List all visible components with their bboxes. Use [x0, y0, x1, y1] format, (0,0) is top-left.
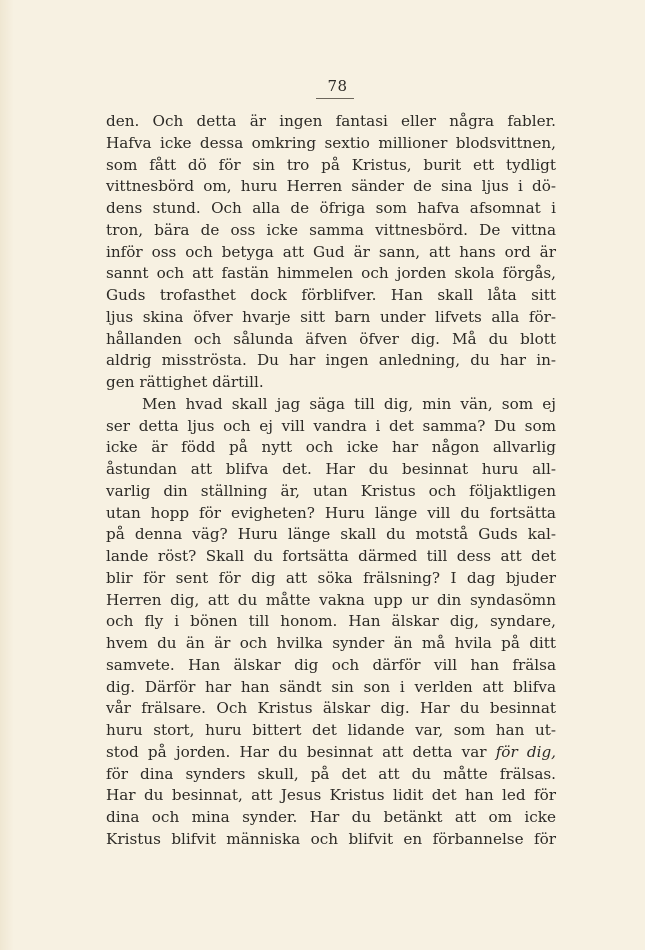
text-line: hållanden och sålunda äfven öfver dig. Må du blott — [106, 329, 556, 348]
body-text — [106, 111, 556, 851]
page-number: 78 — [327, 77, 348, 95]
text-line: Har du besinnat, att Jesus Kristus lidit det han led för — [106, 786, 556, 805]
page-number-rule — [316, 98, 354, 99]
text-line: för dina synders skull, på det att du måtte frälsas. — [106, 764, 556, 783]
text-line: på denna väg? Huru länge skall du motstå Guds kal- — [106, 525, 556, 544]
text-line: varlig din ställning är, utan Kristus och följaktligen — [106, 481, 556, 500]
text-line: Herren dig, att du måtte vakna upp ur din syndasömn — [106, 590, 556, 609]
text-line: aldrig misströsta. Du har ingen anledning, du har in- — [106, 351, 556, 370]
text-line: huru stort, huru bittert det lidande var, som han ut- — [106, 721, 556, 739]
page-number-container — [0, 76, 645, 95]
text-line: ljus skina öfver hvarje sitt barn under lifvets alla för- — [106, 307, 556, 326]
text-line: sannt och att fastän himmelen och jorden skola förgås, — [106, 264, 556, 283]
text-line: åstundan att blifva det. Har du besinnat huru all- — [106, 460, 556, 478]
text-line: samvete. Han älskar dig och därför vill han frälsa — [106, 655, 556, 674]
text-line: Kristus blifvit människa och blifvit en förbannelse för — [106, 829, 556, 848]
text-line: ser detta ljus och ej vill vandra i det samma? Du som — [106, 416, 556, 435]
text-line: dens stund. Och alla de öfriga som hafva afsomnat i — [106, 199, 556, 217]
text-line: Guds trofasthet dock förblifver. Han skall låta sitt — [106, 286, 556, 304]
text-line: Men hvad skall jag säga till dig, min vän, som ej — [142, 394, 556, 413]
text-line: blir för sent för dig att söka frälsning? I dag bjuder — [106, 568, 556, 587]
text-line: inför oss och betyga att Gud är sann, att hans ord är — [106, 242, 556, 261]
text-line: stod på jorden. Har du besinnat att detta var för dig, — [106, 742, 557, 761]
text-line: icke är född på nytt och icke har någon allvarlig — [106, 438, 556, 457]
text-line: Hafva icke dessa omkring sextio millioner blodsvittnen, — [106, 133, 556, 152]
text-line: och fly i bönen till honom. Han älskar dig, syndare, — [106, 612, 556, 631]
emphasis: för dig, — [495, 742, 557, 761]
text-line: vår frälsare. Och Kristus älskar dig. Har du besinnat — [106, 699, 556, 718]
text-line: lande röst? Skall du fortsätta därmed till dess att det — [106, 547, 556, 565]
text-line: gen rättighet därtill. — [106, 373, 264, 391]
text-line: dina och mina synder. Har du betänkt att om icke — [106, 808, 556, 826]
text-line: dig. Därför har han sändt sin son i verlden att blifva — [106, 677, 556, 696]
text-line: utan hopp för evigheten? Huru länge vill du fortsätta — [106, 503, 556, 522]
text-line: hvem du än är och hvilka synder än må hvila på ditt — [106, 634, 556, 652]
text-line: som fått dö för sin tro på Kristus, burit ett tydligt — [106, 155, 556, 174]
text-line: den. Och detta är ingen fantasi eller några fabler. — [106, 112, 556, 130]
text-line: vittnesbörd om, huru Herren sänder de sina ljus i dö- — [106, 177, 556, 196]
text-line: tron, bära de oss icke samma vittnesbörd. De vittna — [106, 220, 556, 239]
